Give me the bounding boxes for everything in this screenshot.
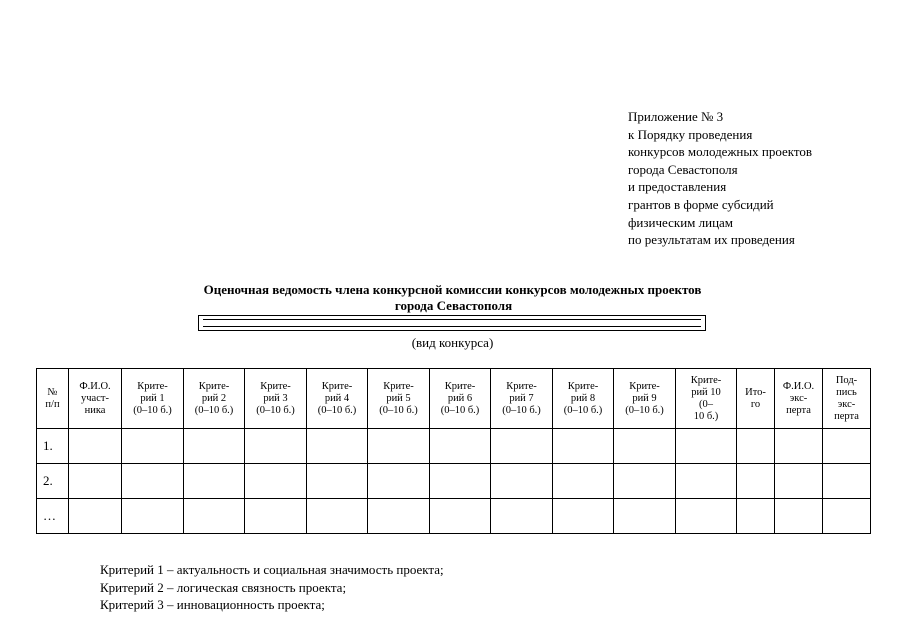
document-title xyxy=(0,282,905,314)
table-cell[interactable] xyxy=(775,464,823,499)
table-cell[interactable] xyxy=(491,429,553,464)
column-header: Крите- рий 5 (0–10 б.) xyxy=(368,369,430,429)
contest-type-field[interactable] xyxy=(198,315,706,331)
table-cell[interactable] xyxy=(368,464,430,499)
table-cell[interactable] xyxy=(430,464,491,499)
table-cell[interactable] xyxy=(737,429,775,464)
title-line-1: Оценочная ведомость члена конкурсной комиссии конкурсов молодежных проектов xyxy=(203,282,702,297)
table-cell[interactable] xyxy=(676,429,737,464)
table-cell[interactable] xyxy=(823,499,871,534)
column-header: Крите- рий 10 (0– 10 б.) xyxy=(676,369,737,429)
table-row xyxy=(37,499,871,534)
column-header: Крите- рий 7 (0–10 б.) xyxy=(491,369,553,429)
table-cell[interactable] xyxy=(553,464,614,499)
column-header: Крите- рий 3 (0–10 б.) xyxy=(245,369,307,429)
table-cell[interactable] xyxy=(122,429,184,464)
column-header: Крите- рий 9 (0–10 б.) xyxy=(614,369,676,429)
table-cell[interactable] xyxy=(69,464,122,499)
appendix-line: и предоставления xyxy=(628,179,727,195)
appendix-line: грантов в форме субсидий xyxy=(628,196,774,212)
table-cell[interactable] xyxy=(775,429,823,464)
column-header: Крите- рий 6 (0–10 б.) xyxy=(430,369,491,429)
table-cell[interactable] xyxy=(184,464,245,499)
table-cell[interactable] xyxy=(676,499,737,534)
table-cell[interactable] xyxy=(491,464,553,499)
table-cell[interactable] xyxy=(553,499,614,534)
column-header: Крите- рий 2 (0–10 б.) xyxy=(184,369,245,429)
table-cell[interactable] xyxy=(307,429,368,464)
table-cell[interactable] xyxy=(368,429,430,464)
appendix-line: города Севастополя xyxy=(628,161,738,177)
table-cell[interactable] xyxy=(69,499,122,534)
table-cell[interactable] xyxy=(307,464,368,499)
table-cell[interactable] xyxy=(245,464,307,499)
evaluation-table xyxy=(36,368,871,534)
appendix-line: Приложение № 3 xyxy=(628,109,724,124)
table-row xyxy=(37,464,871,499)
table-cell[interactable] xyxy=(823,429,871,464)
table-cell[interactable] xyxy=(614,499,676,534)
column-header: Крите- рий 4 (0–10 б.) xyxy=(307,369,368,429)
table-cell[interactable] xyxy=(307,499,368,534)
appendix-line: по результатам их проведения xyxy=(628,232,795,248)
table-cell[interactable] xyxy=(676,464,737,499)
column-header: Крите- рий 1 (0–10 б.) xyxy=(122,369,184,429)
criterion-note: Критерий 2 – логическая связность проекта; xyxy=(100,579,347,595)
row-number: 1. xyxy=(37,429,69,464)
table-cell[interactable] xyxy=(245,499,307,534)
column-header: Крите- рий 8 (0–10 б.) xyxy=(553,369,614,429)
table-cell[interactable] xyxy=(823,464,871,499)
table-cell[interactable] xyxy=(430,499,491,534)
column-header: Ф.И.О. участ- ника xyxy=(69,369,122,429)
table-cell[interactable] xyxy=(122,464,184,499)
table-header-row xyxy=(37,369,871,429)
column-header: № п/п xyxy=(37,369,69,429)
table-cell[interactable] xyxy=(430,429,491,464)
row-number: 2. xyxy=(37,464,69,499)
table-cell[interactable] xyxy=(737,499,775,534)
table-cell[interactable] xyxy=(368,499,430,534)
title-line-2: города Севастополя xyxy=(394,298,513,313)
appendix-line: физическим лицам xyxy=(628,214,734,230)
appendix-line: конкурсов молодежных проектов xyxy=(628,144,813,160)
table-row xyxy=(37,429,871,464)
column-header: Ф.И.О. экс- перта xyxy=(775,369,823,429)
row-number: … xyxy=(37,499,69,534)
column-header: Под- пись экс- перта xyxy=(823,369,871,429)
column-header: Ито- го xyxy=(737,369,775,429)
criterion-note: Критерий 3 – инновационность проекта; xyxy=(100,597,325,612)
table-cell[interactable] xyxy=(491,499,553,534)
appendix-block xyxy=(628,108,812,249)
table-cell[interactable] xyxy=(245,429,307,464)
contest-type-caption: (вид конкурса) xyxy=(411,335,494,350)
table-cell[interactable] xyxy=(122,499,184,534)
table-cell[interactable] xyxy=(614,429,676,464)
table-cell[interactable] xyxy=(184,429,245,464)
appendix-line: к Порядку проведения xyxy=(628,126,753,142)
criteria-notes xyxy=(100,561,444,614)
table-cell[interactable] xyxy=(184,499,245,534)
table-cell[interactable] xyxy=(737,464,775,499)
contest-type-value xyxy=(203,319,701,327)
table-cell[interactable] xyxy=(775,499,823,534)
table-cell[interactable] xyxy=(553,429,614,464)
table-cell[interactable] xyxy=(69,429,122,464)
table-cell[interactable] xyxy=(614,464,676,499)
criterion-note: Критерий 1 – актуальность и социальная значимость проекта; xyxy=(100,562,444,577)
